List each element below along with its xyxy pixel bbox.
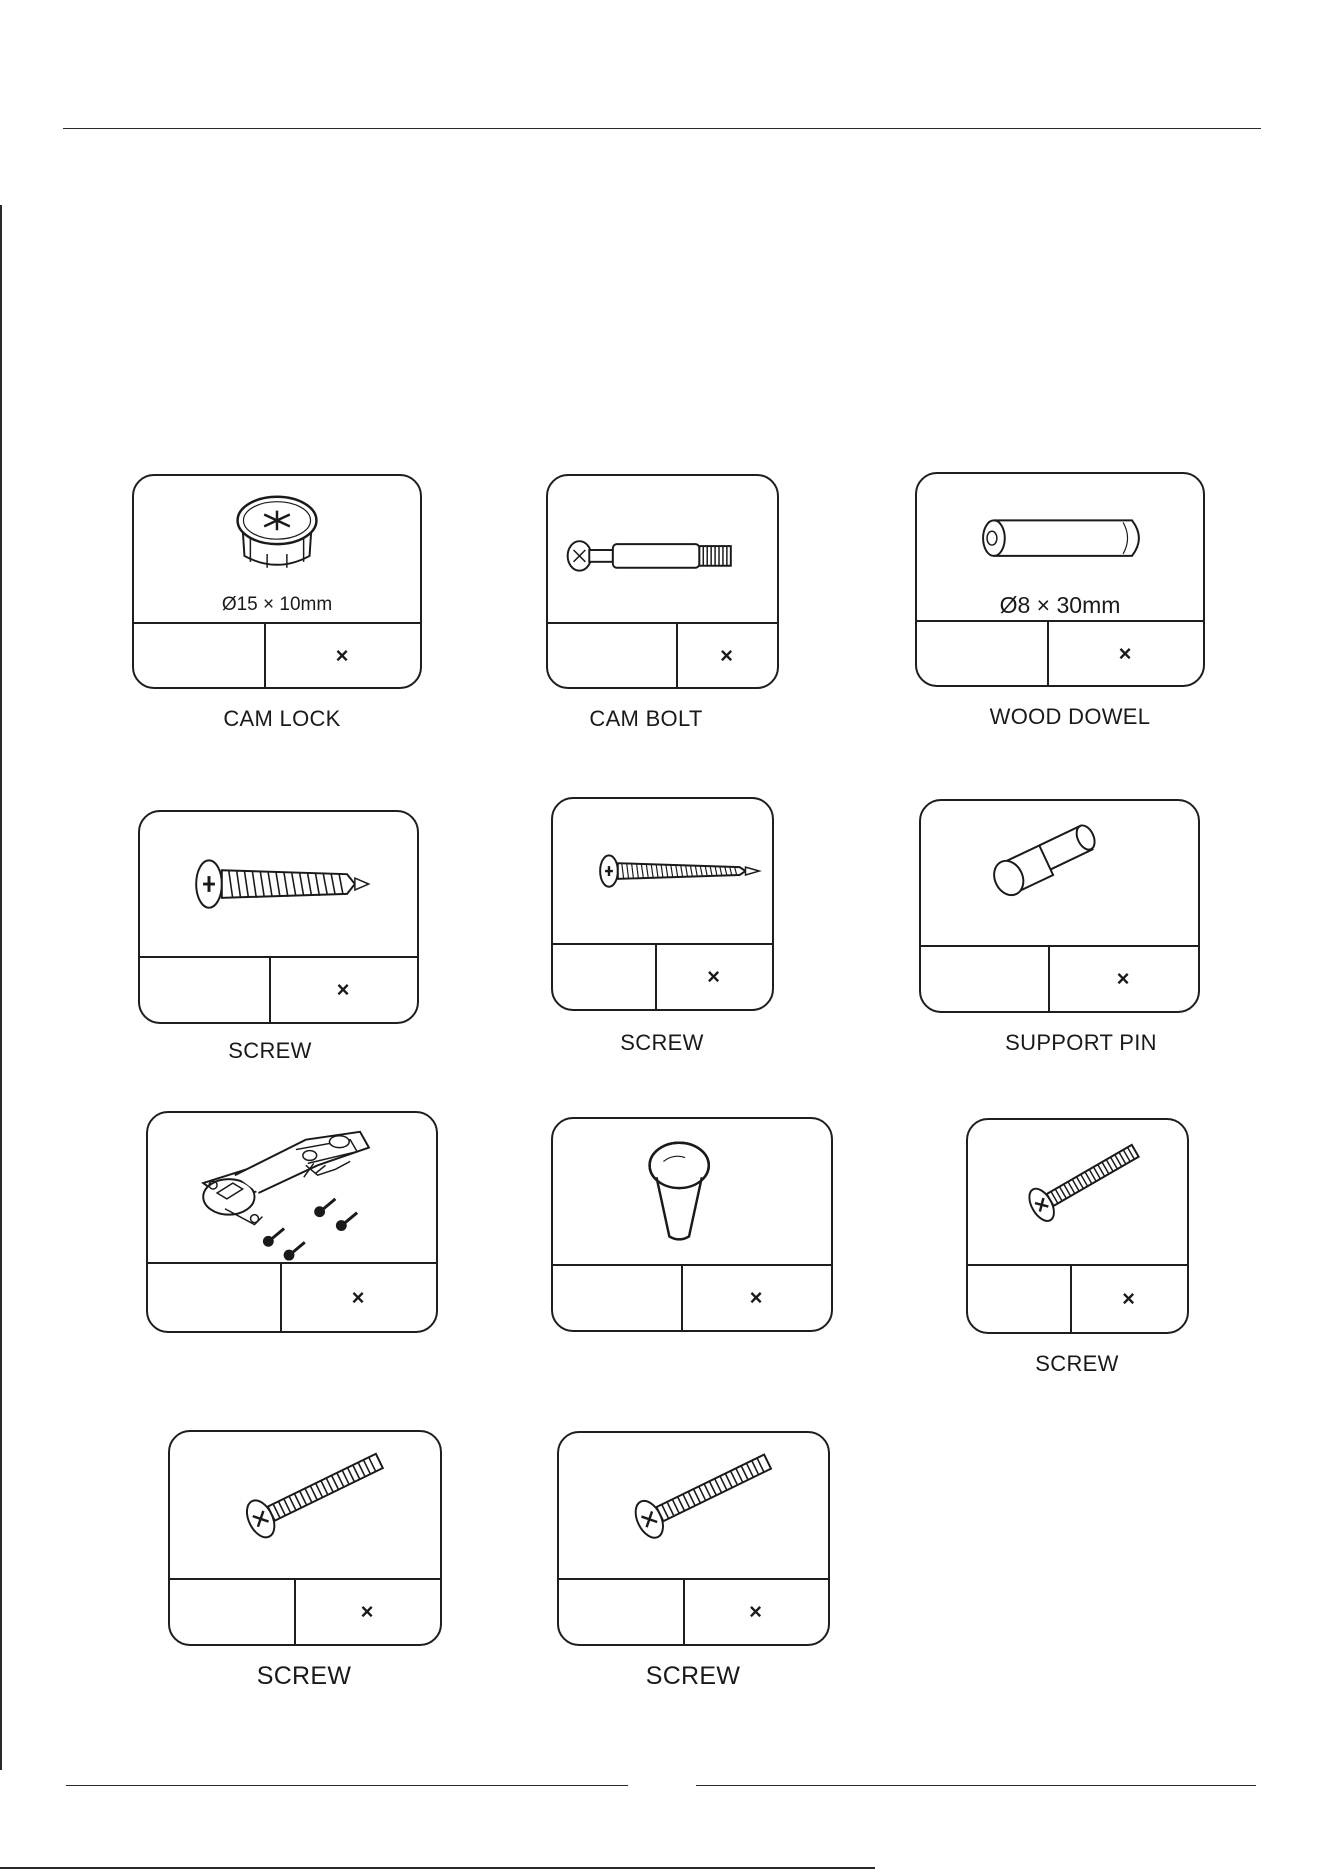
quantity-box [559, 1580, 685, 1644]
part-card-cam-bolt [546, 474, 779, 689]
machine-screw-icon [559, 1433, 828, 1584]
quantity-box [968, 1266, 1072, 1332]
quantity-box [553, 945, 657, 1009]
part-card-screw-3 [966, 1118, 1189, 1334]
quantity-box [134, 624, 266, 687]
part-label-wood-dowel: WOOD DOWEL [989, 704, 1151, 729]
left-edge-rule [0, 205, 2, 1770]
wood-screw-icon [140, 812, 417, 962]
cam-bolt-icon [548, 476, 777, 626]
screw-3-quantity-row [968, 1264, 1187, 1332]
knob-quantity-row [553, 1264, 831, 1330]
part-label-screw-5: SCREW [645, 1662, 741, 1690]
part-card-screw-5 [557, 1431, 830, 1646]
part-label-screw-2: SCREW [620, 1030, 704, 1055]
wood-dowel-dimension: Ø8 × 30mm [999, 592, 1121, 618]
support-pin-quantity-row [921, 945, 1198, 1011]
cam-bolt-quantity-row [548, 622, 777, 687]
quantity-box [917, 622, 1049, 685]
top-rule [63, 128, 1261, 129]
multiply-sign: × [1116, 966, 1130, 991]
part-card-support-pin [919, 799, 1200, 1013]
hinge-icon [148, 1113, 436, 1268]
long-screw-icon [553, 799, 772, 949]
part-card-screw-1 [138, 810, 419, 1024]
quantity-box [140, 958, 271, 1022]
cam-lock-dimension: Ø15 × 10mm [221, 594, 333, 615]
part-label-screw-1: SCREW [228, 1038, 312, 1063]
knob-icon [553, 1119, 831, 1269]
multiply-sign: × [351, 1284, 365, 1310]
multiply-sign: × [336, 977, 350, 1002]
quantity-box [921, 947, 1050, 1011]
bottom-edge-rule [0, 1867, 875, 1869]
part-card-knob [551, 1117, 833, 1332]
footer-rule-right [696, 1785, 1256, 1786]
machine-screw-icon [968, 1120, 1187, 1270]
quantity-box [170, 1580, 296, 1644]
quantity-box [548, 624, 678, 687]
multiply-sign: × [749, 1285, 763, 1310]
part-card-screw-4 [168, 1430, 442, 1646]
machine-screw-icon [170, 1432, 440, 1584]
part-card-cam-lock [132, 474, 422, 689]
multiply-sign: × [707, 964, 720, 989]
wood-dowel-quantity-row [917, 620, 1203, 685]
screw-5-quantity-row [559, 1578, 828, 1644]
cam-lock-quantity-row [134, 622, 420, 687]
part-card-hinge [146, 1111, 438, 1333]
part-label-cam-lock: CAM LOCK [223, 706, 341, 731]
quantity-box [148, 1264, 282, 1331]
part-label-screw-4: SCREW [256, 1662, 352, 1690]
screw-1-quantity-row [140, 956, 417, 1022]
part-label-support-pin: SUPPORT PIN [1005, 1030, 1157, 1055]
hinge-quantity-row [148, 1262, 436, 1331]
part-label-screw-3: SCREW [1035, 1351, 1119, 1376]
footer-rule-left [66, 1785, 628, 1786]
part-label-cam-bolt: CAM BOLT [589, 706, 703, 731]
screw-2-quantity-row [553, 943, 772, 1009]
support-pin-icon [921, 801, 1198, 951]
part-card-screw-2 [551, 797, 774, 1011]
multiply-sign: × [1122, 1286, 1135, 1311]
screw-4-quantity-row [170, 1578, 440, 1644]
multiply-sign: × [720, 642, 733, 668]
multiply-sign: × [749, 1599, 762, 1624]
multiply-sign: × [335, 642, 349, 668]
multiply-sign: × [360, 1599, 374, 1624]
part-card-wood-dowel [915, 472, 1205, 687]
multiply-sign: × [1118, 640, 1132, 666]
quantity-box [553, 1266, 683, 1330]
